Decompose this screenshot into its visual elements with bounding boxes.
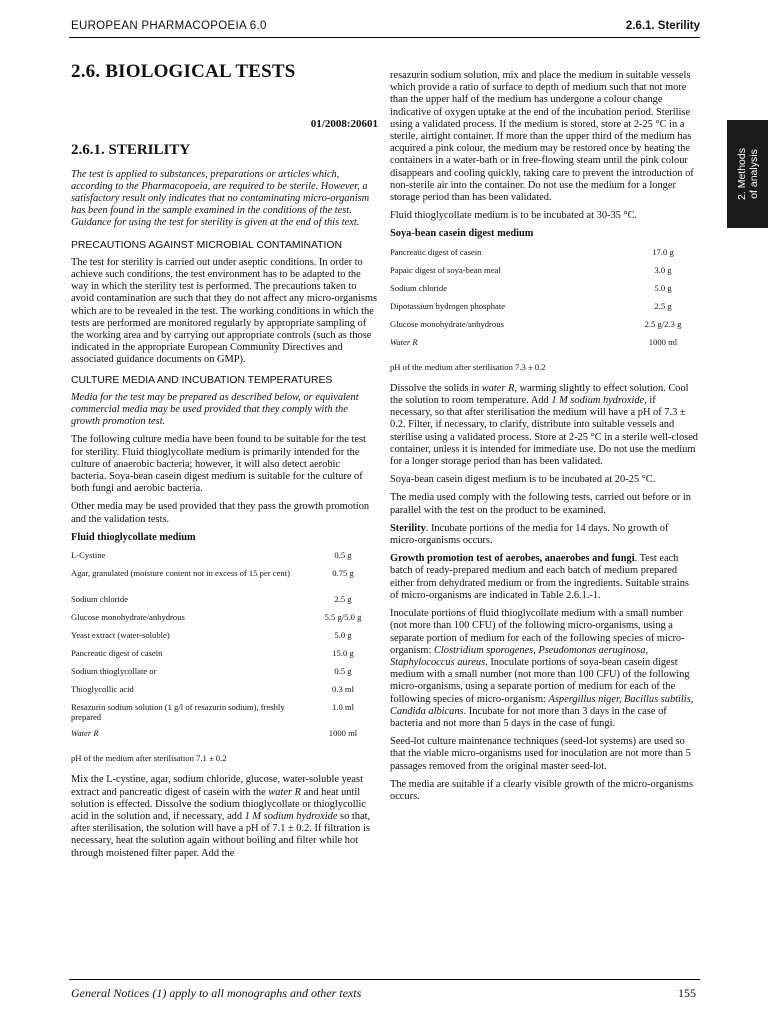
culture-heading: CULTURE MEDIA AND INCUBATION TEMPERATURES bbox=[71, 374, 333, 386]
ingredient-quantity: 5.5 g/5.0 g bbox=[324, 612, 362, 623]
table-row bbox=[71, 612, 378, 630]
inoculate-species-2: Aspergillus niger, Bacillus subtilis, Candida albicans bbox=[390, 693, 694, 717]
soya-incubation-paragraph: Soya-bean casein digest medium is to be incubated at 20-25 °C. bbox=[390, 474, 656, 486]
mix-water-reagent: water R bbox=[268, 786, 301, 798]
dissolve-text-3: , if necessary, so that after sterilisation the medium will have a pH of 7.3 ± 0.2. Filter, if necessary, to clarify, distribute into suitable vessels and sterilise using a validated process. Store at 2-25 °C in a sterile well-closed container, unless it is intended for immediate use. Do not use the medium for a longer storage period than has been validated. bbox=[390, 395, 699, 468]
mix-text-2: and heat until solution is effected. Dissolve the sodium thioglycollate or thioglycollic acid in the solution and, if necessary, add bbox=[71, 786, 367, 822]
continued-paragraph: resazurin sodium solution, mix and place the medium in suitable vessels which provide a ratio of surface to depth of medium such that not more than the upper half of the medium has undergone a colour change indicative of oxygen uptake at the end of the incubation period. Sterilise using a validated process. If the medium is stored, store at 2-25 °C in a sterile, airtight container. If more than the upper third of the medium has acquired a pink colour, the medium may be restored once by heating the containers in a water-bath or in free-flowing steam until the pink colour disappears and cooling quickly, taking care to prevent the introduction of non-sterile air into the container. Do not use the medium for a longer storage period than has been validated. bbox=[390, 70, 694, 204]
ingredient-name: Sodium thioglycollate or bbox=[71, 666, 157, 677]
sterility-label: Sterility bbox=[390, 522, 426, 534]
ingredient-quantity: 1.0 ml bbox=[332, 702, 354, 713]
table-row bbox=[71, 568, 378, 594]
dissolve-text-1: Dissolve the solids in bbox=[390, 382, 482, 394]
page-number: 155 bbox=[678, 986, 696, 1000]
soya-medium-table bbox=[390, 247, 698, 355]
ingredient-name: Pancreatic digest of casein bbox=[71, 648, 163, 659]
ingredient-name: Pancreatic digest of casein bbox=[390, 246, 482, 257]
table-row bbox=[390, 247, 698, 265]
ingredient-name: Glucose monohydrate/anhydrous bbox=[390, 318, 504, 329]
ingredient-name: Water R bbox=[390, 336, 418, 347]
inoculate-text-2: . Inoculate portions of soya-bean casein digest medium with a small number (not more than 100 CFU) of the following micro-organisms, using a separate portion of medium for each of the following species of micro-organism: bbox=[390, 656, 690, 705]
sterility-paragraph bbox=[390, 523, 698, 547]
table-row bbox=[71, 728, 378, 746]
inoculate-text-3: . Incubate for not more than 3 days in the case of bacteria and not more than 5 days in the case of fungi. bbox=[390, 705, 667, 729]
dissolve-water-reagent: water R bbox=[481, 382, 515, 394]
ingredient-quantity: 1000 ml bbox=[648, 336, 678, 347]
side-tab-line-1: 2. Methods bbox=[735, 148, 748, 200]
dissolve-naoh-reagent: 1 M sodium hydroxide bbox=[551, 395, 645, 407]
inoculate-species-1: Clostridium sporogenes, Pseudomonas aeruginosa, Staphylococcus aureus bbox=[390, 644, 649, 668]
media-comply-paragraph: The media used comply with the following tests, carried out before or in parallel with the test on the product to be examined. bbox=[390, 492, 691, 516]
fluid-medium-ph: pH of the medium after sterilisation 7.1 ± 0.2 bbox=[71, 753, 227, 764]
fluid-medium-table bbox=[71, 550, 378, 746]
soya-medium-heading: Soya-bean casein digest medium bbox=[390, 228, 534, 240]
ingredient-name: Yeast extract (water-soluble) bbox=[71, 630, 170, 641]
table-row bbox=[71, 648, 378, 666]
inoculate-text-1: Inoculate portions of fluid thioglycollate medium with a small number (not more than 100 CFU) of the following micro-organisms, using a separate portion of medium for each of the following species of micro-organism: bbox=[390, 608, 685, 656]
ingredient-name: Agar, granulated (moisture content not in excess of 15 per cent) bbox=[71, 568, 290, 579]
footer-rule bbox=[69, 979, 700, 980]
ingredient-name: Sodium chloride bbox=[71, 594, 129, 605]
table-row bbox=[390, 337, 698, 355]
dissolve-paragraph bbox=[390, 383, 698, 468]
table-row bbox=[71, 630, 378, 648]
ingredient-quantity: 5.0 g bbox=[334, 630, 352, 641]
sterility-text: . Incubate portions of the media for 14 days. No growth of micro-organisms occurs. bbox=[390, 522, 669, 547]
running-header-section: 2.6.1. Sterility bbox=[625, 20, 700, 32]
mix-text-3: so that, after sterilisation, the solution will have a pH of 7.1 ± 0.2. If filtration is necessary, heat the solution again without boiling and filter while hot through moistened filter paper. Add the bbox=[71, 810, 371, 859]
growth-promotion-text: . Test each batch of ready-prepared medium and each batch of medium prepared either from dehydrated medium or from the ingredients. Suitable strains of micro-organisms are indicated in Table 2.6.1.-1. bbox=[390, 553, 689, 601]
mix-naoh-reagent: 1 M sodium hydroxide bbox=[244, 810, 338, 822]
culture-intro-paragraph: Media for the test may be prepared as described below, or equivalent commercial media may be used provided that they comply with the growth promotion test. bbox=[71, 391, 359, 428]
table-row bbox=[390, 265, 698, 283]
ingredient-quantity: 0.5 g bbox=[334, 666, 352, 677]
ingredient-quantity: 15.0 g bbox=[332, 648, 354, 659]
ingredient-name: Papaic digest of soya-bean meal bbox=[390, 264, 501, 275]
running-header-title: EUROPEAN PHARMACOPOEIA 6.0 bbox=[71, 20, 267, 32]
ingredient-quantity: 0.75 g bbox=[332, 568, 354, 579]
table-row bbox=[71, 550, 378, 568]
ingredient-quantity: 3.0 g bbox=[654, 264, 672, 275]
table-row bbox=[71, 666, 378, 684]
growth-promotion-label: Growth promotion test of aerobes, anaerobes and fungi bbox=[390, 553, 635, 565]
dissolve-text-2: , warming slightly to effect solution. Cool the solution to room temperature. Add bbox=[390, 382, 689, 407]
media-suitable-paragraph: The media are suitable if a clearly visible growth of the micro-organisms occurs. bbox=[390, 778, 694, 802]
ingredient-name: Water R bbox=[71, 728, 99, 739]
precautions-heading: PRECAUTIONS AGAINST MICROBIAL CONTAMINATION bbox=[71, 239, 342, 251]
inoculate-paragraph bbox=[390, 608, 698, 730]
mix-paragraph bbox=[71, 774, 378, 859]
ingredient-quantity: 2.5 g/2.3 g bbox=[644, 318, 682, 329]
ingredient-quantity: 17.0 g bbox=[652, 246, 674, 257]
left-column bbox=[71, 61, 378, 866]
table-row bbox=[71, 684, 378, 702]
growth-promotion-paragraph bbox=[390, 553, 698, 602]
precautions-paragraph: The test for sterility is carried out under aseptic conditions. In order to achieve such conditions, the test environment has to be adapted to the way in which the sterility test is performed. The precautions taken to avoid contamination are such that they do not affect any micro-organisms which are to be revealed in the test. The working conditions in which the tests are performed are monitored regularly by appropriate sampling of the working area and by carrying out appropriate controls (such as those indicated in the appropriate European Community Directives and associated guidance documents on GMP). bbox=[71, 256, 378, 366]
footer-note: General Notices (1) apply to all monographs and other texts bbox=[71, 986, 362, 1000]
ingredient-quantity: 2.5 g bbox=[654, 300, 672, 311]
table-row bbox=[390, 283, 698, 301]
table-row bbox=[71, 594, 378, 612]
soya-medium-ph: pH of the medium after sterilisation 7.3 ± 0.2 bbox=[390, 361, 546, 372]
ingredient-name: Resazurin sodium solution (1 g/l of resazurin sodium), freshly prepared bbox=[71, 702, 285, 723]
culture-paragraph-1: The following culture media have been found to be suitable for the test for sterility. Fluid thioglycollate medium is primarily intended for the culture of anaerobic bacteria; however, it will also detect aerobic bacteria. Soya-bean casein digest medium is suitable for the culture of both fungi and aerobic bacteria. bbox=[71, 434, 366, 495]
ingredient-name: Thioglycollic acid bbox=[71, 684, 134, 695]
mix-text-1: Mix the L-cystine, agar, sodium chloride, glucose, water-soluble yeast extract and pancreatic digest of casein with the bbox=[71, 774, 363, 798]
chapter-side-tab bbox=[727, 120, 768, 228]
ingredient-quantity: 5.0 g bbox=[654, 282, 672, 293]
ingredient-quantity: 0.3 ml bbox=[332, 684, 354, 695]
ingredient-name: Dipotassium hydrogen phosphate bbox=[390, 300, 506, 311]
intro-paragraph: The test is applied to substances, preparations or articles which, according to the Pharmacopoeia, are required to be sterile. However, a satisfactory result only indicates that no contaminating micro-organism has been found in the sample examined in the conditions of the test. Guidance for using the test for sterility is given at the end of this text. bbox=[71, 168, 370, 229]
table-row bbox=[390, 319, 698, 337]
table-row bbox=[71, 702, 378, 728]
culture-paragraph-2: Other media may be used provided that they pass the growth promotion and the validation tests. bbox=[71, 501, 370, 525]
ingredient-quantity: 2.5 g bbox=[334, 594, 352, 605]
table-row bbox=[390, 301, 698, 319]
ingredient-name: L-Cystine bbox=[71, 550, 106, 561]
document-number: 01/2008:20601 bbox=[310, 118, 378, 131]
fluid-incubation-paragraph: Fluid thioglycollate medium is to be incubated at 30-35 °C. bbox=[390, 210, 638, 222]
fluid-medium-heading: Fluid thioglycollate medium bbox=[71, 531, 196, 543]
ingredient-quantity: 1000 ml bbox=[328, 728, 358, 739]
side-tab-line-2: of analysis bbox=[747, 149, 760, 199]
ingredient-quantity: 0.5 g bbox=[334, 550, 352, 561]
seed-lot-paragraph: Seed-lot culture maintenance techniques (seed-lot systems) are used so that the viable micro-organisms used for inoculation are not more than 5 passages removed from the original master seed-lot. bbox=[390, 736, 691, 772]
header-rule bbox=[69, 37, 700, 38]
section-title: 2.6.1. STERILITY bbox=[71, 142, 191, 159]
right-column bbox=[390, 70, 698, 809]
page-title: 2.6. BIOLOGICAL TESTS bbox=[71, 61, 296, 82]
ingredient-name: Glucose monohydrate/anhydrous bbox=[71, 612, 185, 623]
ingredient-name: Sodium chloride bbox=[390, 282, 448, 293]
